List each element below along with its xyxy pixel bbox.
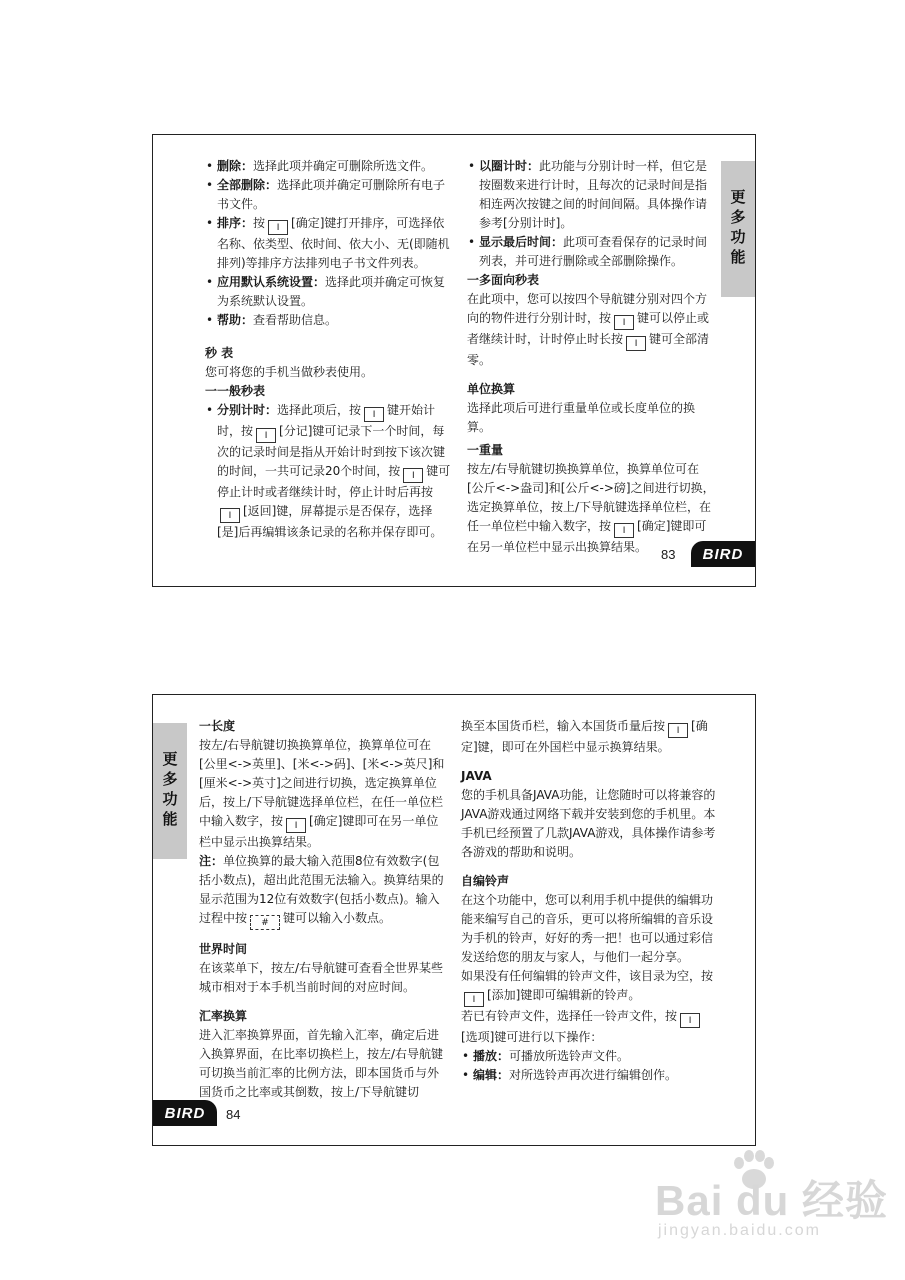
watermark-url: jingyan.baidu.com (658, 1222, 821, 1239)
length-heading: 一长度 (199, 719, 236, 733)
manual-page-84 (152, 694, 756, 1146)
list-item: • 分别计时：选择此项后，按 I 键开始计时，按 I [分记]键可记录下一个时间，每次的记录时间是指从开始计时到按下该次键的时间，一共可记录20个时间，按 I 键可停止计时或者继续计时，停止计时后再按I [返回]键，屏幕提示是否保存，选择[是]后再编辑该条记录的名称并保存即可。 (205, 401, 451, 542)
manual-page-83 (152, 134, 756, 587)
normal-stopwatch-heading: 一一般秒表 (205, 384, 266, 398)
note-text: 注：单位换算的最大输入范围8位有效数字(包括小数点)，超出此范围无法输入。换算结果的显示范围为12位有效数字(包括小数点)。输入过程中按 # 键可以输入小数点。 (199, 854, 444, 928)
list-item: • 显示最后时间：此项可查看保存的记录时间列表，并可进行删除或全部删除操作。 (467, 233, 715, 271)
exchange-rate-continued: 换至本国货币栏，输入本国货币量后按 I [确定]键，即可在外国栏中显示换算结果。 (461, 719, 708, 754)
page83-left-column (205, 157, 451, 542)
multi-stopwatch-text: 在此项中，您可以按四个导航键分别对四个方向的物件进行分别计时，按 I 键可以停止或者继续计时，计时停止时长按 I 键可全部清零。 (467, 292, 710, 367)
list-item: • 删除：选择此项并确定可删除所选文件。 (205, 157, 451, 176)
softkey-icon: I (220, 508, 240, 523)
page84-right-column (461, 717, 717, 1085)
list-item: • 播放：可播放所选铃声文件。 (461, 1047, 717, 1066)
page84-left-column (199, 717, 447, 1102)
softkey-icon: I (403, 468, 423, 483)
bird-logo: BIRD (153, 1100, 217, 1126)
ringtone-text: 在这个功能中，您可以利用手机中提供的编辑功能来编写自己的音乐，更可以将所编辑的音乐设为手机的铃声，好好的秀一把！也可以通过彩信发送给您的朋友与家人，与他们一起分享。 (461, 893, 714, 964)
softkey-icon: I (268, 220, 288, 235)
world-time-heading: 世界时间 (199, 942, 248, 956)
hash-key-icon: # (250, 915, 280, 930)
softkey-icon: I (286, 818, 306, 833)
softkey-icon: I (256, 428, 276, 443)
ringtone-text-2: 如果没有任何编辑的铃声文件，该目录为空，按I [添加]键即可编辑新的铃声。 (461, 969, 714, 1005)
unit-conversion-heading: 单位换算 (467, 382, 516, 396)
list-item: • 全部删除：选择此项并确定可删除所有电子书文件。 (205, 176, 451, 214)
list-item: • 编辑：对所选铃声再次进行编辑创作。 (461, 1066, 717, 1085)
stopwatch-heading: 秒 表 (205, 346, 234, 360)
softkey-icon: I (614, 523, 634, 538)
unit-conversion-intro: 选择此项后可进行重量单位或长度单位的换算。 (467, 401, 696, 434)
page83-right-column (467, 157, 715, 557)
exchange-rate-heading: 汇率换算 (199, 1009, 248, 1023)
weight-heading: 一重量 (467, 443, 504, 457)
watermark-brand: Bai du 经验 (655, 1177, 889, 1224)
java-text: 您的手机具备JAVA功能，让您随时可以将兼容的JAVA游戏通过网络下载并安装到您的手机里。本手机已经预置了几款JAVA游戏，具体操作请参考各游戏的帮助和说明。 (461, 788, 716, 859)
page-number: 83 (661, 547, 676, 562)
list-item: • 帮助：查看帮助信息。 (205, 311, 451, 330)
softkey-icon: I (464, 992, 484, 1007)
length-text: 按左/右导航键切换换算单位，换算单位可在[公里<->英里]、[米<->码]、[米<->英尺]和[厘米<->英寸]之间进行切换，选定换算单位后，按上/下导航键选择单位栏，在任一单位栏中输入数字，按 I [确定]键即可在另一单位栏中显示出换算结果。 (199, 738, 445, 849)
list-item: • 排序：按 I [确定]键打开排序，可选择依名称、依类型、依时间、依大小、无(即随机排列)等排序方法排列电子书文件列表。 (205, 214, 451, 273)
page-number: 84 (226, 1107, 241, 1122)
softkey-icon: I (364, 407, 384, 422)
section-tab: 更多功能 (153, 723, 187, 859)
java-heading: JAVA (461, 769, 492, 783)
list-item: • 应用默认系统设置：选择此项并确定可恢复为系统默认设置。 (205, 273, 451, 311)
bird-logo: BIRD (691, 541, 755, 567)
multi-stopwatch-heading: 一多面向秒表 (467, 273, 540, 287)
stopwatch-intro: 您可将您的手机当做秒表使用。 (205, 365, 374, 379)
weight-text: 按左/右导航键切换换算单位，换算单位可在[公斤<->盎司]和[公斤<->磅]之间进行切换，选定换算单位，按上/下导航键选择单位栏，在任一单位栏中输入数字，按 I [确定]键即可在另一单位栏中显示出换算结果。 (467, 462, 715, 554)
softkey-icon: I (626, 336, 646, 351)
softkey-icon: I (614, 315, 634, 330)
ringtone-heading: 自编铃声 (461, 874, 510, 888)
world-time-text: 在该菜单下，按左/右导航键可查看全世界某些城市相对于本手机当前时间的对应时间。 (199, 961, 444, 994)
section-tab: 更多功能 (721, 161, 755, 297)
ringtone-text-3: 若已有铃声文件，选择任一铃声文件，按 I[选项]键可进行以下操作： (461, 1007, 717, 1047)
softkey-icon: I (668, 723, 688, 738)
softkey-icon: I (680, 1013, 700, 1028)
list-item: • 以圈计时：此功能与分别计时一样，但它是按圈数来进行计时，且每次的记录时间是指相连两次按键之间的时间间隔。具体操作请参考[分别计时]。 (467, 157, 715, 233)
exchange-rate-text: 进入汇率换算界面，首先输入汇率，确定后进入换算界面，在比率切换栏上，按左/右导航键可切换当前汇率的比例方法，即本国货币与外国货币之比率或其倒数，按上/下导航键切 (199, 1028, 444, 1099)
